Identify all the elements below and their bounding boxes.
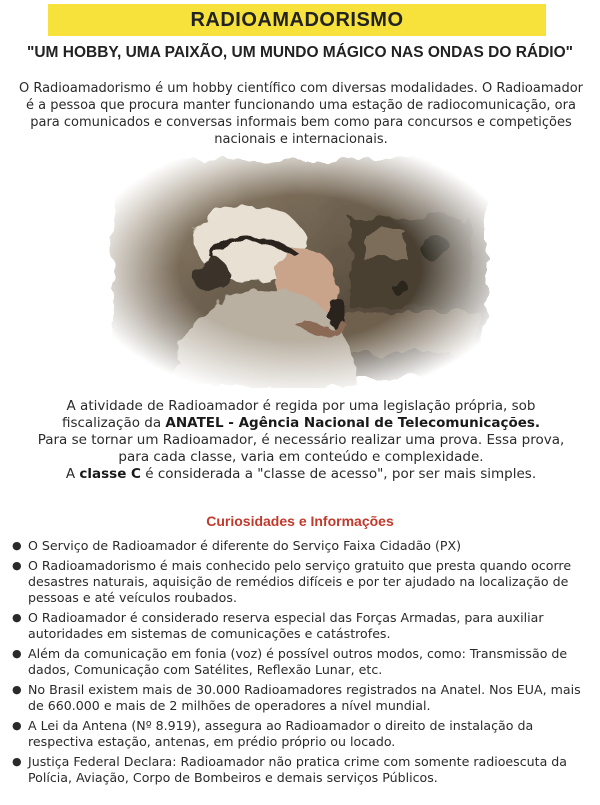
list-item-text: No Brasil existem mais de 30.000 Radioamadores registrados na Anatel. Nos EUA, mais de 660.000 e mais de 2 milhões de operadores a nível mundial.	[28, 682, 581, 713]
bullet-icon: ●	[12, 719, 22, 732]
bullet-icon: ●	[12, 683, 22, 696]
regulation-line-4: para cada classe, varia em conteúdo e complexidade.	[118, 449, 484, 465]
bullet-icon: ●	[12, 755, 22, 768]
list-item	[12, 754, 592, 786]
bullet-icon: ●	[12, 559, 22, 572]
page-title: RADIOAMADORISMO	[190, 8, 404, 31]
list-item	[12, 558, 592, 606]
regulation-line-5-prefix: A	[65, 466, 80, 482]
title-banner	[48, 4, 546, 36]
list-item	[12, 682, 592, 714]
list-item	[12, 610, 592, 642]
list-item-text: O Serviço de Radioamador é diferente do Serviço Faixa Cidadão (PX)	[28, 538, 462, 553]
regulation-line-2	[18, 415, 584, 432]
curiosities-list	[12, 538, 592, 790]
list-item-text: Além da comunicação em fonia (voz) é possível outros modos, como: Transmissão de dados, Comunicação com Satélites, Reflexão Lunar, etc.	[28, 646, 568, 677]
section-title: Curiosidades e Informações	[206, 513, 394, 529]
class-c-label: classe C	[79, 466, 141, 482]
list-item-text: Justiça Federal Declara: Radioamador não pratica crime com somente radioescuta da Polícia, Aviação, Corpo de Bombeiros e demais serviços Públicos.	[28, 754, 568, 785]
bullet-icon: ●	[12, 647, 22, 660]
list-item	[12, 718, 592, 750]
regulation-line-3: Para se tornar um Radioamador, é necessário realizar uma prova. Essa prova,	[37, 432, 565, 448]
list-item	[12, 646, 592, 678]
regulation-line-5	[18, 466, 584, 483]
radio-operator-photo	[100, 148, 500, 388]
bullet-icon: ●	[12, 539, 22, 552]
list-item	[12, 538, 592, 554]
list-item-text: O Radioamador é considerado reserva especial das Forças Armadas, para auxiliar autoridades em sistemas de comunicações e catástrofes.	[28, 610, 544, 641]
anatel-name: ANATEL - Agência Nacional de Telecomunicações.	[165, 415, 541, 431]
regulation-line-1: A atividade de Radioamador é regida por uma legislação própria, sob	[66, 398, 536, 414]
list-item-text: O Radioamadorismo é mais conhecido pelo serviço gratuito que presta quando ocorre desastres naturais, aquisição de remédios difíceis e por ter ajudado na localização de pessoas e até veículos roubados.	[28, 558, 572, 605]
page-subtitle: "UM HOBBY, UMA PAIXÃO, UM MUNDO MÁGICO NAS ONDAS DO RÁDIO"	[26, 44, 573, 61]
regulation-line-2-prefix: fiscalização da	[61, 415, 166, 431]
regulation-line-5-suffix: é considerada a "classe de acesso", por ser mais simples.	[140, 466, 537, 482]
intro-paragraph: O Radioamadorismo é um hobby científico com diversas modalidades. O Radioamador é a pessoa que procura manter funcionando uma estação de radiocomunicação, ora para comunicados e conversas informais bem como para concursos e competições nacionais e internacionais.	[18, 81, 584, 147]
list-item-text: A Lei da Antena (Nº 8.919), assegura ao Radioamador o direito de instalação da respectiva estação, antenas, em prédio próprio ou locado.	[28, 718, 534, 749]
regulation-paragraph	[18, 398, 584, 483]
bullet-icon: ●	[12, 611, 22, 624]
